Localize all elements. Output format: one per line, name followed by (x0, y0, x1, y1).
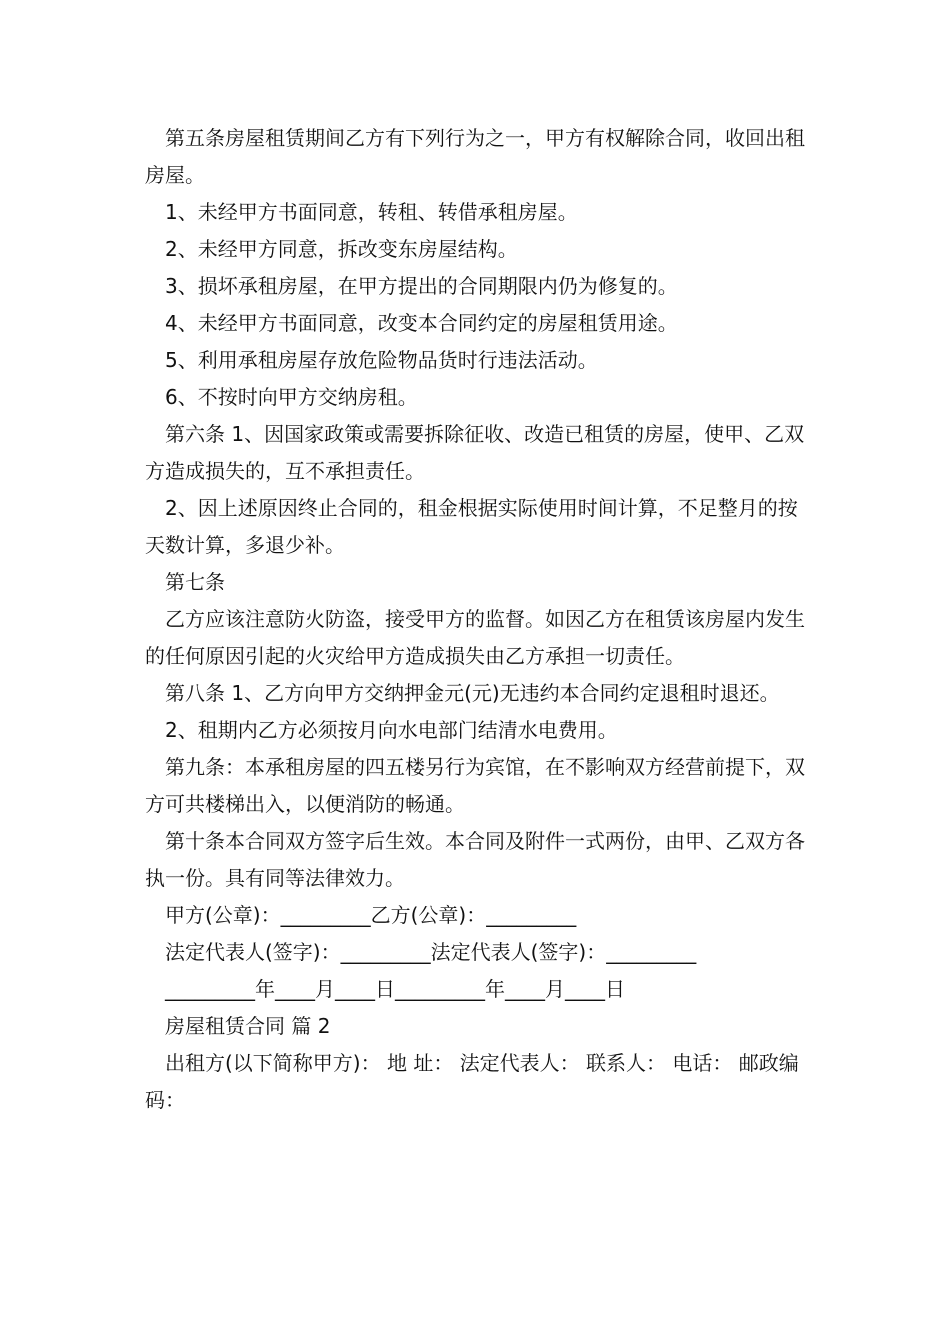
clause-8-item-1: 第八条 1、乙方向甲方交纳押金元(元)无违约本合同约定退租时退还。 (165, 681, 780, 705)
clause-5-item-4: 4、未经甲方书面同意，改变本合同约定的房屋租赁用途。 (165, 311, 678, 335)
clause-7-heading: 第七条 (165, 570, 225, 594)
signature-seal-line: 甲方(公章)：_________乙方(公章)：_________ (165, 903, 577, 927)
clause-10: 第十条本合同双方签字后生效。本合同及附件一式两份，由甲、乙双方各执一份。具有同等法律效力。 (145, 829, 805, 890)
clause-9: 第九条：本承租房屋的四五楼另行为宾馆，在不影响双方经营前提下，双方可共楼梯出入，以便消防的畅通。 (145, 755, 805, 816)
clause-5-item-1: 1、未经甲方书面同意，转租、转借承租房屋。 (165, 200, 578, 224)
clause-5-item-6: 6、不按时向甲方交纳房租。 (165, 385, 418, 409)
clause-5-item-2: 2、未经甲方同意，拆改变东房屋结构。 (165, 237, 518, 261)
lessor-info: 出租方(以下简称甲方)： 地 址： 法定代表人： 联系人： 电话： 邮政编码： (145, 1051, 799, 1112)
clause-6-item-1: 第六条 1、因国家政策或需要拆除征收、改造已租赁的房屋，使甲、乙双方造成损失的，互不承担责任。 (145, 422, 805, 483)
clause-5-intro: 第五条房屋租赁期间乙方有下列行为之一，甲方有权解除合同，收回出租房屋。 (145, 126, 805, 187)
signature-rep-line: 法定代表人(签字)：_________法定代表人(签字)：_________ (165, 940, 697, 964)
section-heading-2: 房屋租赁合同 篇 2 (165, 1014, 331, 1038)
clause-8-item-2: 2、租期内乙方必须按月向水电部门结清水电费用。 (165, 718, 618, 742)
clause-7-body: 乙方应该注意防火防盗，接受甲方的监督。如因乙方在租赁该房屋内发生的任何原因引起的火灾给甲方造成损失由乙方承担一切责任。 (145, 607, 805, 668)
signature-date-line: _________年____月____日_________年____月____日 (165, 977, 625, 1001)
clause-5-item-3: 3、损坏承租房屋，在甲方提出的合同期限内仍为修复的。 (165, 274, 678, 298)
clause-6-item-2: 2、因上述原因终止合同的，租金根据实际使用时间计算，不足整月的按天数计算，多退少补。 (145, 496, 798, 557)
clause-5-item-5: 5、利用承租房屋存放危险物品货时行违法活动。 (165, 348, 598, 372)
